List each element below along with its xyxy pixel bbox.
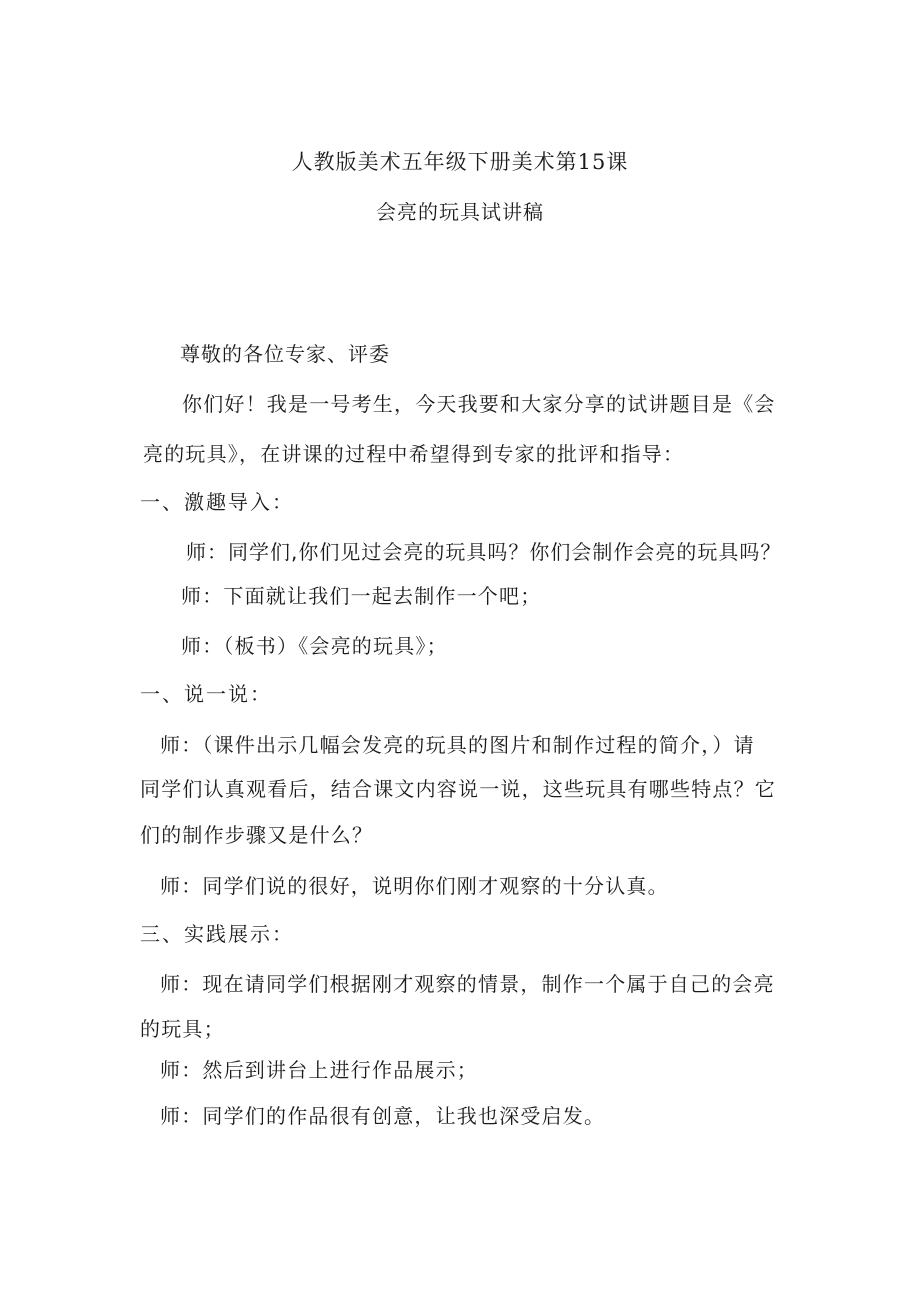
document-subtitle: 会亮的玩具试讲稿 (376, 200, 544, 224)
greeting: 尊敬的各位专家、评委 (180, 342, 390, 366)
section2-line-4: 师：同学们说的很好，说明你们刚才观察的十分认真。 (160, 874, 669, 898)
intro-line-2: 亮的玩具》，在讲课的过程中希望得到专家的批评和指导： (143, 442, 685, 466)
section1-heading: 一、激趣导入： (140, 490, 294, 514)
section3-heading: 三、实践展示： (140, 922, 294, 946)
section2-para-line-3: 们的制作步骤又是什么？ (140, 823, 374, 847)
section3-para-line-1: 师：现在请同学们根据刚才观察的情景，制作一个属于自己的会亮 (160, 972, 775, 996)
section1-line-2: 师：下面就让我们一起去制作一个吧； (181, 584, 542, 608)
section3-line-4: 师：同学们的作品很有创意，让我也深受启发。 (160, 1104, 606, 1128)
section2-heading: 一、说一说： (140, 682, 272, 706)
section3-para-line-2: 的玩具； (140, 1017, 225, 1041)
document-title: 人教版美术五年级下册美术第15课 (291, 150, 629, 174)
intro-line-1: 你们好！我是一号考生，今天我要和大家分享的试讲题目是《会 (182, 392, 776, 416)
section2-para-line-1: 师：（课件出示几幅会发亮的玩具的图片和制作过程的简介，）请 (160, 733, 755, 757)
section1-line-3: 师：（板书）《会亮的玩具》； (181, 634, 448, 658)
section1-line-1: 师：同学们,你们见过会亮的玩具吗？你们会制作会亮的玩具吗？ (186, 540, 782, 564)
section2-para-line-2: 同学们认真观看后，结合课文内容说一说，这些玩具有哪些特点？它 (140, 777, 776, 801)
section3-line-3: 师：然后到讲台上进行作品展示； (160, 1058, 478, 1082)
